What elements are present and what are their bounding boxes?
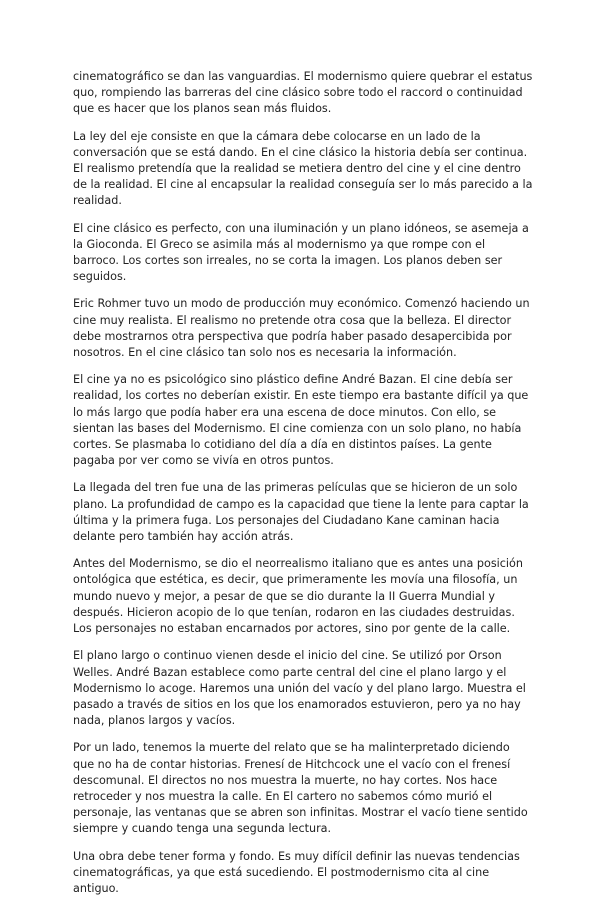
- document-body: [73, 69, 533, 908]
- paragraph-3: El cine clásico es perfecto, con una iluminación y un plano idóneos, se asemeja a la Gioconda. El Greco se asimila más al modernismo ya que rompe con el barroco. Los cortes son irreales, no se corta la imagen. Los planos deben ser seguidos.: [73, 221, 529, 284]
- paragraph-1: cinematográfico se dan las vanguardias. El modernismo quiere quebrar el estatus quo, rompiendo las barreras del cine clásico sobre todo el raccord o continuidad que es hacer que los planos sean más fluidos.: [73, 70, 533, 116]
- paragraph-9: Por un lado, tenemos la muerte del relato que se ha malinterpretado diciendo que no ha de contar historias. Frenesí de Hitchcock une el vacío con el frenesí descomunal. El directos no nos muestra la muerte, no hay cortes. Nos hace retroceder y nos muestra la calle. En El cartero no sabemos cómo murió el personaje, las ventanas que se abren son infinitas. Mostrar el vacío tiene sentido siempre y cuando tenga una segunda lectura.: [73, 741, 528, 836]
- paragraph-8: El plano largo o continuo vienen desde el inicio del cine. Se utilizó por Orson Welles. André Bazan establece como parte central del cine el plano largo y el Modernismo lo acoge. Haremos una unión del vacío y del plano largo. Muestra el pasado a través de sitios en los que los enamorados estuvieron, pero ya no hay nada, planos largos y vacíos.: [73, 649, 526, 728]
- paragraph-7: Antes del Modernismo, se dio el neorrealismo italiano que es antes una posición ontológica que estética, es decir, que primeramente les movía una filosofía, un mundo nuevo y mejor, a pesar de que se dio durante la II Guerra Mundial y después. Hicieron acopio de lo que tenían, rodaron en las ciudades destruidas. Los personajes no estaban encarnados por actores, sino por gente de la calle.: [73, 557, 523, 636]
- paragraph-4: Eric Rohmer tuvo un modo de producción muy económico. Comenzó haciendo un cine muy realista. El realismo no pretende otra cosa que la belleza. El director debe mostrarnos otra perspectiva que podría haber pasado desapercibida por nosotros. En el cine clásico tan solo nos es necesaria la información.: [73, 297, 530, 360]
- paragraph-10: Una obra debe tener forma y fondo. Es muy difícil definir las nuevas tendencias cinematográficas, ya que está sucediendo. El postmodernismo cita al cine antiguo.: [73, 849, 520, 895]
- paragraph-6: La llegada del tren fue una de las primeras películas que se hicieron de un solo plano. La profundidad de campo es la capacidad que tiene la lente para captar la última y la primera fuga. Los personajes del Ciudadano Kane caminan hacia delante pero también hay acción atrás.: [73, 481, 529, 544]
- paragraph-5: El cine ya no es psicológico sino plástico define André Bazan. El cine debía ser realidad, los cortes no deberían existir. En este tiempo era bastante difícil ya que lo más largo que podía haber era una escena de doce minutos. Con ello, se sientan las bases del Modernismo. El cine comienza con un solo plano, no había cortes. Se plasmaba lo cotidiano del día a día en distintos países. La gente pagaba por ver como se vivía en otros puntos.: [73, 373, 529, 468]
- paragraph-2: La ley del eje consiste en que la cámara debe colocarse en un lado de la conversación que se está dando. En el cine clásico la historia debía ser continua. El realismo pretendía que la realidad se metiera dentro del cine y el cine dentro de la realidad. El cine al encapsular la realidad conseguía ser lo más parecido a la realidad.: [73, 129, 533, 208]
